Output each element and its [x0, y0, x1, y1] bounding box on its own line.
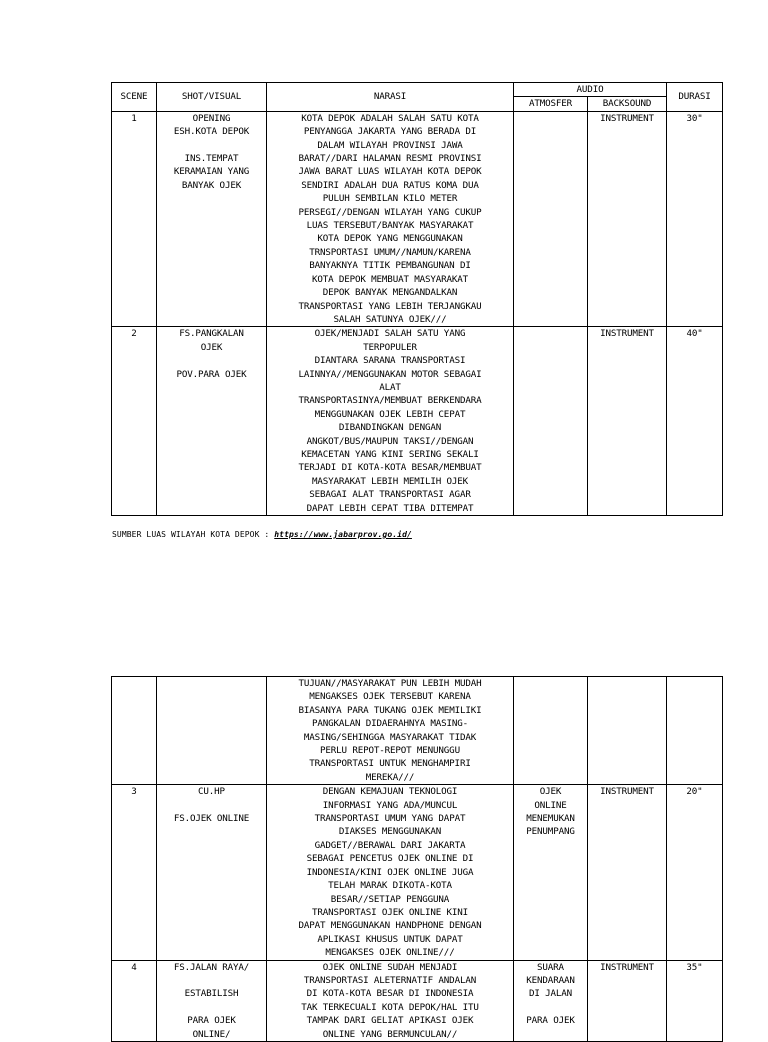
shot-cell-line: [159, 1001, 264, 1014]
shot-cell: [157, 327, 267, 516]
narasi-cell-line: JAWA BARAT LUAS WILAYAH KOTA DEPOK: [298, 166, 482, 178]
backsound-cell: INSTRUMENT: [588, 327, 667, 516]
shot-cell-line: ESTABILISH: [184, 988, 239, 1000]
backsound-cell: INSTRUMENT: [588, 111, 667, 327]
table-row: [112, 960, 723, 1041]
scene-cell: 2: [112, 327, 157, 516]
narasi-cell-line: TRANSPORTASI ALETERNATIF ANDALAN: [303, 974, 477, 986]
narasi-cell-line: PENYANGGA JAKARTA YANG BERADA DI: [303, 126, 477, 138]
atmosfer-cell: [514, 960, 588, 1041]
shot-cell-line: PARA OJEK: [187, 1015, 236, 1027]
table-2-body: [112, 677, 723, 1042]
narasi-cell-line: DIANTARA SARANA TRANSPORTASI: [314, 355, 466, 367]
shot-cell: [157, 785, 267, 960]
narasi-cell-line: BIASANYA PARA TUKANG OJEK MEMILIKI: [298, 704, 482, 716]
narasi-cell-line: SEBAGAI PENCETUS OJEK ONLINE DI: [306, 853, 474, 865]
atmosfer-cell-line: OJEK: [539, 786, 562, 798]
durasi-cell: 35": [667, 960, 723, 1041]
narasi-cell-line: LUAS TERSEBUT/BANYAK MASYARAKAT: [306, 220, 474, 232]
source-label: SUMBER LUAS WILAYAH KOTA DEPOK :: [112, 530, 275, 539]
table-1-body: [112, 111, 723, 515]
source-note: [112, 530, 412, 539]
narasi-cell-line: TRANSPORTASINYA/MEMBUAT BERKENDARA: [298, 395, 482, 407]
script-table-2: [111, 676, 723, 1042]
narasi-cell-line: PERLU REPOT-REPOT MENUNGGU: [320, 745, 460, 757]
narasi-cell: [267, 960, 514, 1041]
shot-cell-line: KERAMAIAN YANG: [173, 166, 250, 178]
header-shot-visual: SHOT/VISUAL: [157, 83, 267, 112]
shot-cell-line: [159, 139, 264, 152]
scene-cell: 3: [112, 785, 157, 960]
shot-cell-line: BANYAK OJEK: [181, 179, 242, 191]
atmosfer-cell-line: SUARA: [537, 961, 564, 973]
atmosfer-cell: [514, 677, 588, 785]
shot-cell-line: FS.PANGKALAN: [179, 328, 244, 340]
narasi-cell-line: PERSEGI//DENGAN WILAYAH YANG CUKUP: [298, 206, 482, 218]
atmosfer-cell-line: KENDARAAN: [526, 974, 575, 986]
narasi-cell-line: KEMACETAN YANG KINI SERING SEKALI: [301, 448, 479, 460]
backsound-cell: [588, 677, 667, 785]
header-narasi: NARASI: [267, 83, 514, 112]
narasi-cell: [267, 785, 514, 960]
narasi-cell: [267, 327, 514, 516]
narasi-cell-line: TAK TERKECUALI KOTA DEPOK/HAL ITU: [301, 1001, 479, 1013]
atmosfer-cell-line: PARA OJEK: [526, 1015, 575, 1027]
atmosfer-cell: [514, 111, 588, 327]
durasi-cell: 20": [667, 785, 723, 960]
narasi-cell-line: PANGKALAN DIDAERAHNYA MASING-: [311, 718, 469, 730]
shot-cell-line: FS.OJEK ONLINE: [173, 813, 250, 825]
shot-cell-line: CU.HP: [198, 786, 225, 798]
table-row: [112, 111, 723, 327]
shot-cell-line: [159, 799, 264, 812]
narasi-cell-line: DEPOK BANYAK MENGANDALKAN: [322, 287, 458, 299]
durasi-cell: 30": [667, 111, 723, 327]
atmosfer-cell-line: DI JALAN: [528, 988, 573, 1000]
shot-cell-line: FS.JALAN RAYA/: [173, 961, 250, 973]
script-table-1: [111, 82, 723, 516]
narasi-cell-line: OJEK ONLINE SUDAH MENJADI: [322, 961, 458, 973]
atmosfer-cell-line: MENEMUKAN: [526, 813, 575, 825]
header-atmosfer: ATMOSFER: [514, 97, 588, 111]
header-audio: AUDIO: [514, 83, 667, 97]
narasi-cell-line: GADGET//BERAWAL DARI JAKARTA: [314, 839, 466, 851]
narasi-cell-line: MENGGUNAKAN OJEK LEBIH CEPAT: [314, 408, 466, 420]
header-durasi: DURASI: [667, 83, 723, 112]
narasi-cell-line: SEBAGAI ALAT TRANSPORTASI AGAR: [309, 489, 471, 501]
backsound-cell: INSTRUMENT: [588, 785, 667, 960]
narasi-cell-line: INFORMASI YANG ADA/MUNCUL: [322, 799, 458, 811]
narasi-cell-line: TUJUAN//MASYARAKAT PUN LEBIH MUDAH: [298, 678, 482, 689]
narasi-cell-line: KOTA DEPOK YANG MENGGUNAKAN: [317, 233, 463, 245]
shot-cell-line: ONLINE/: [192, 1028, 231, 1040]
narasi-cell-line: BANYAKNYA TITIK PEMBANGUNAN DI: [309, 260, 471, 272]
narasi-cell-line: ANGKOT/BUS/MAUPUN TAKSI//DENGAN: [306, 435, 474, 447]
narasi-cell-line: MASYARAKAT LEBIH MEMILIH OJEK: [311, 475, 469, 487]
atmosfer-cell: [514, 785, 588, 960]
durasi-cell: [667, 677, 723, 785]
table-row: [112, 677, 723, 785]
narasi-cell-line: APLIKASI KHUSUS UNTUK DAPAT: [317, 933, 463, 945]
narasi-cell-line: TERJADI DI KOTA-KOTA BESAR/MEMBUAT: [298, 462, 482, 474]
shot-cell: [157, 960, 267, 1041]
narasi-cell-line: INDONESIA/KINI OJEK ONLINE JUGA: [306, 866, 474, 878]
source-url[interactable]: https://www.jabarprov.go.id/: [274, 530, 412, 539]
scene-cell: [112, 677, 157, 785]
scene-cell: 4: [112, 960, 157, 1041]
shot-cell-line: [159, 354, 264, 367]
header-backsound: BACKSOUND: [588, 97, 667, 111]
shot-cell-line: ESH.KOTA DEPOK: [173, 126, 250, 138]
narasi-cell-line: TELAH MARAK DIKOTA-KOTA: [328, 880, 452, 892]
narasi-cell-line: SENDIRI ADALAH DUA RATUS KOMA DUA: [301, 179, 479, 191]
scene-cell: 1: [112, 111, 157, 327]
narasi-cell-line: DAPAT LEBIH CEPAT TIBA DITEMPAT: [306, 502, 474, 514]
narasi-cell-line: TERPOPULER: [363, 341, 417, 353]
narasi-cell: [267, 111, 514, 327]
narasi-cell-line: TAMPAK DARI GELIAT APIKASI OJEK: [306, 1015, 474, 1027]
narasi-cell-line: KOTA DEPOK ADALAH SALAH SATU KOTA: [301, 112, 479, 124]
narasi-cell-line: MEREKA///: [365, 771, 415, 783]
narasi-cell: [267, 677, 514, 785]
atmosfer-cell-line: PENUMPANG: [526, 826, 575, 838]
atmosfer-cell: [514, 327, 588, 516]
shot-cell-line: [159, 974, 264, 987]
narasi-cell-line: MENGAKSES OJEK TERSEBUT KARENA: [309, 691, 471, 703]
narasi-cell-line: TRANSPORTASI UMUM YANG DAPAT: [314, 813, 466, 825]
narasi-cell-line: DALAM WILAYAH PROVINSI JAWA: [317, 139, 463, 151]
table-row: [112, 327, 723, 516]
narasi-cell-line: PULUH SEMBILAN KILO METER: [322, 193, 458, 205]
backsound-cell: INSTRUMENT: [588, 960, 667, 1041]
atmosfer-cell-line: [516, 1001, 585, 1014]
narasi-cell-line: DIAKSES MENGGUNAKAN: [338, 826, 442, 838]
narasi-cell-line: BESAR//SETIAP PENGGUNA: [330, 893, 450, 905]
narasi-cell-line: ALAT: [379, 381, 401, 393]
narasi-cell-line: OJEK/MENJADI SALAH SATU YANG: [314, 328, 466, 340]
shot-cell-line: OJEK: [200, 341, 223, 353]
narasi-cell-line: BARAT//DARI HALAMAN RESMI PROVINSI: [298, 153, 482, 165]
atmosfer-cell-line: ONLINE: [534, 799, 567, 811]
narasi-cell-line: DAPAT MENGGUNAKAN HANDPHONE DENGAN: [298, 920, 482, 932]
narasi-cell-line: TRNSPORTASI UMUM//NAMUN/KARENA: [309, 246, 471, 258]
narasi-cell-line: TRANSPORTASI OJEK ONLINE KINI: [311, 906, 469, 918]
header-row: [112, 83, 723, 97]
narasi-cell-line: LAINNYA//MENGGUNAKAN MOTOR SEBAGAI: [298, 368, 482, 380]
shot-cell-line: OPENING: [192, 112, 231, 124]
table-row: [112, 785, 723, 960]
shot-cell-line: INS.TEMPAT: [184, 153, 239, 165]
narasi-cell-line: DENGAN KEMAJUAN TEKNOLOGI: [322, 786, 458, 798]
shot-cell-line: POV.PARA OJEK: [176, 368, 247, 380]
narasi-cell-line: ONLINE YANG BERMUNCULAN//: [322, 1028, 458, 1040]
narasi-cell-line: MASING/SEHINGGA MASYARAKAT TIDAK: [303, 731, 477, 743]
shot-cell: [157, 111, 267, 327]
narasi-cell-line: MENGAKSES OJEK ONLINE///: [325, 947, 455, 959]
shot-cell: [157, 677, 267, 785]
narasi-cell-line: TRANSPORTASI UNTUK MENGHAMPIRI: [309, 758, 471, 770]
narasi-cell-line: KOTA DEPOK MEMBUAT MASYARAKAT: [311, 273, 469, 285]
durasi-cell: 40": [667, 327, 723, 516]
narasi-cell-line: TRANSPORTASI YANG LEBIH TERJANGKAU: [298, 300, 482, 312]
narasi-cell-line: DIBANDINGKAN DENGAN: [338, 422, 442, 434]
header-scene: SCENE: [112, 83, 157, 112]
narasi-cell-line: SALAH SATUNYA OJEK///: [333, 313, 447, 325]
narasi-cell-line: DI KOTA-KOTA BESAR DI INDONESIA: [306, 988, 474, 1000]
